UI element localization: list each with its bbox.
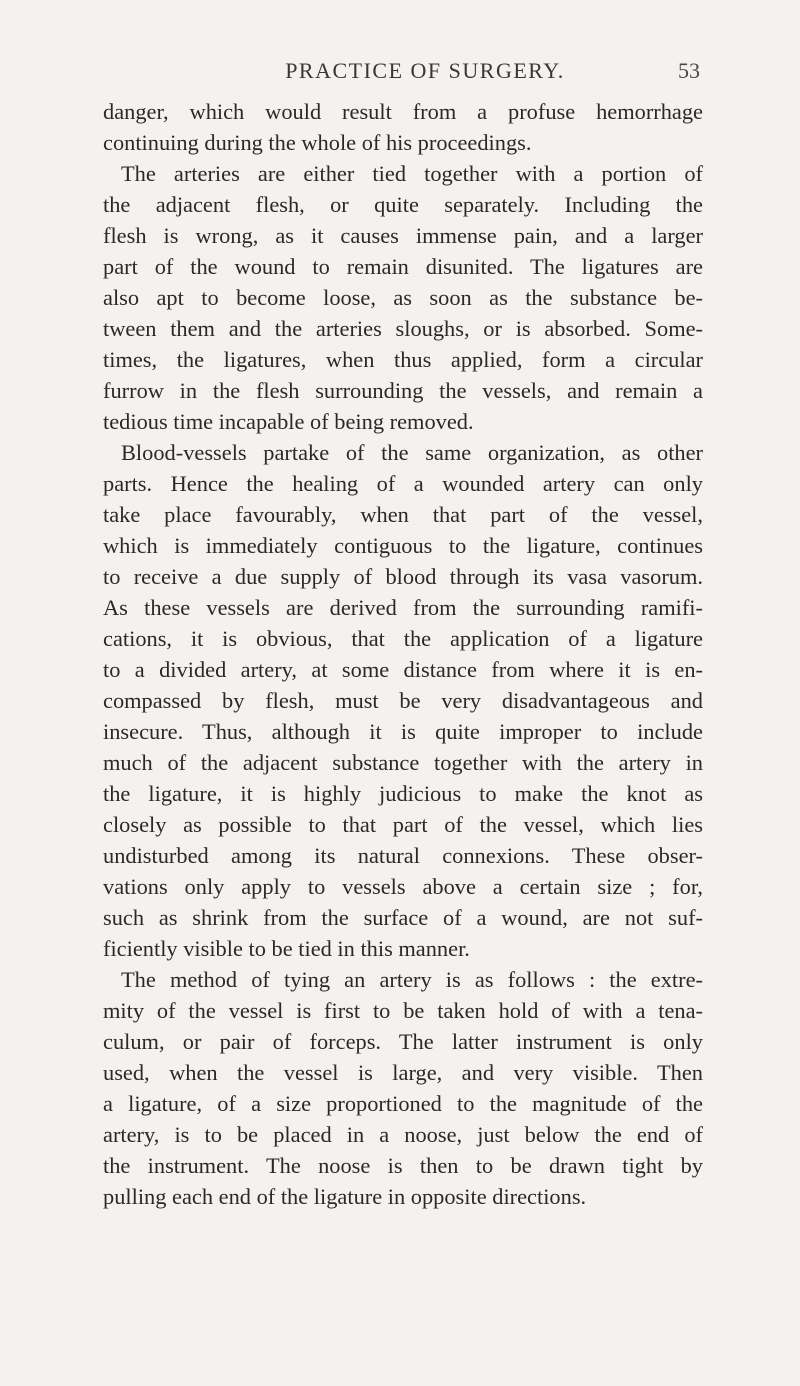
text-line: compassed by flesh, must be very disadvantageous and [103,688,703,713]
running-head [0,52,800,84]
text-line: which is immediately contiguous to the ligature, continues [103,533,703,558]
text-line: cations, it is obvious, that the application of a ligature [103,626,703,651]
text-line: times, the ligatures, when thus applied, form a circular [103,347,703,372]
text-line: As these vessels are derived from the surrounding ramifi- [103,595,703,620]
text-line: insecure. Thus, although it is quite improper to include [103,719,703,744]
text-line: culum, or pair of forceps. The latter instrument is only [103,1029,703,1054]
text-line: parts. Hence the healing of a wounded artery can only [103,471,703,496]
text-line: flesh is wrong, as it causes immense pain, and a larger [103,223,703,248]
text-line: tedious time incapable of being removed. [103,409,474,434]
body-text [103,96,703,1212]
text-line: used, when the vessel is large, and very visible. Then [103,1060,703,1085]
page-number: 53 [678,58,700,83]
text-line: the adjacent flesh, or quite separately. Including the [103,192,703,217]
text-line: undisturbed among its natural connexions. These obser- [103,843,703,868]
text-line: to receive a due supply of blood through its vasa vasorum. [103,564,703,589]
text-line: The arteries are either tied together with a portion of [121,161,703,186]
text-line: danger, which would result from a profuse hemorrhage [103,99,703,124]
text-line: The method of tying an artery is as follows : the extre- [121,967,703,992]
text-line: the ligature, it is highly judicious to make the knot as [103,781,703,806]
text-line: vations only apply to vessels above a certain size ; for, [103,874,703,899]
text-line: the instrument. The noose is then to be drawn tight by [103,1153,703,1178]
text-line: to a divided artery, at some distance from where it is en- [103,657,703,682]
text-line: take place favourably, when that part of the vessel, [103,502,703,527]
running-title: PRACTICE OF SURGERY. [285,58,565,83]
text-line: also apt to become loose, as soon as the substance be- [103,285,703,310]
text-line: tween them and the arteries sloughs, or is absorbed. Some- [103,316,703,341]
text-line: continuing during the whole of his proceedings. [103,130,532,155]
text-line: furrow in the flesh surrounding the vessels, and remain a [103,378,703,403]
text-line: Blood-vessels partake of the same organization, as other [121,440,703,465]
text-line: much of the adjacent substance together with the artery in [103,750,703,775]
text-line: such as shrink from the surface of a wound, are not suf- [103,905,703,930]
text-line: part of the wound to remain disunited. The ligatures are [103,254,703,279]
text-line: ficiently visible to be tied in this manner. [103,936,470,961]
text-line: mity of the vessel is first to be taken hold of with a tena- [103,998,703,1023]
text-line: artery, is to be placed in a noose, just below the end of [103,1122,703,1147]
text-line: pulling each end of the ligature in opposite directions. [103,1184,587,1209]
text-line: closely as possible to that part of the vessel, which lies [103,812,703,837]
text-line: a ligature, of a size proportioned to the magnitude of the [103,1091,703,1116]
